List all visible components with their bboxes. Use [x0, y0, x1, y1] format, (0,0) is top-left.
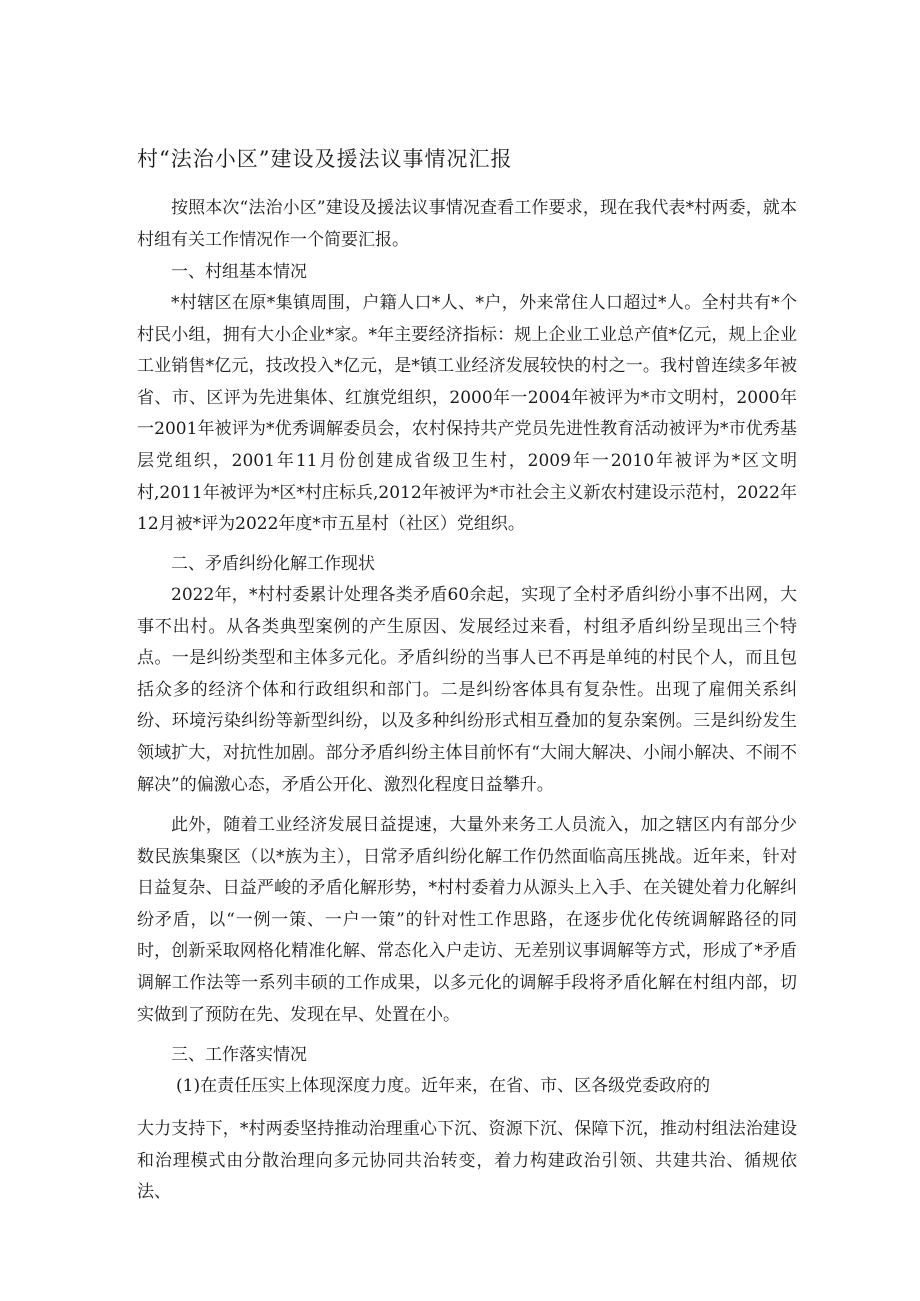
intro-paragraph: 按照本次“法治小区”建设及援法议事情况查看工作要求，现在我代表*村两委，就本村组有关工作情况作一个简要汇报。 — [137, 198, 797, 250]
section-heading-2: 二、矛盾纠纷化解工作现状 — [171, 554, 375, 574]
section-heading-3: 三、工作落实情况 — [171, 1045, 307, 1065]
section-3-item-1: (1)在责任压实上体现深度力度。近年来，在省、市、区各级党委政府的 — [176, 1076, 711, 1096]
section-1-paragraph: *村辖区在原*集镇周围，户籍人口*人、*户，外来常住人口超过*人。全村共有*个村民小组，拥有大小企业*家。*年主要经济指标：规上企业工业总产值*亿元，规上企业工业销售*亿元，技改投入*亿元，是*镇工业经济发展较快的村之一。我村曾连续多年被省、市、区评为先进集体、红旗党组织，2000年一2004年被评为*市文明村，2000年一2001年被评为*优秀调解委员会，农村保持共产党员先进性教育活动被评为*市优秀基层党组织，2001年11月份创建成省级卫生村，2009年一2010年被评为*区文明村,2011年被评为*区*村庄标兵,2012年被评为*市社会主义新农村建设示范村，2022年12月被*评为2022年度*市五星村（社区）党组织。 — [137, 293, 797, 535]
document-title: 村“法治小区”建设及援法议事情况汇报 — [137, 147, 513, 171]
section-2-paragraph-2: 此外，随着工业经济发展日益提速，大量外来务工人员流入，加之辖区内有部分少数民族集聚区（以*族为主），日常矛盾纠纷化解工作仍然面临高压挑战。近年来，针对日益复杂、日益严峻的矛盾化解形势，*村村委着力从源头上入手、在关键处着力化解纠纷矛盾，以“一例一策、一户一策”的针对性工作思路，在逐步优化传统调解路径的同时，创新采取网格化精准化解、常态化入户走访、无差别议事调解等方式，形成了*矛盾调解工作法等一系列丰硕的工作成果，以多元化的调解手段将矛盾化解在村组内部，切实做到了预防在先、发现在早、处置在小。 — [137, 815, 797, 1025]
section-heading-1: 一、村组基本情况 — [171, 262, 307, 282]
section-2-paragraph-1: 2022年，*村村委累计处理各类矛盾60余起，实现了全村矛盾纠纷小事不出网，大事不出村。从各类典型案例的产生原因、发展经过来看，村组矛盾纠纷呈现出三个特点。一是纠纷类型和主体多元化。矛盾纠纷的当事人已不再是单纯的村民个人，而且包括众多的经济个体和行政组织和部门。二是纠纷客体具有复杂性。出现了雇佣关系纠纷、环境污染纠纷等新型纠纷，以及多种纠纷形式相互叠加的复杂案例。三是纠纷发生领域扩大，对抗性加剧。部分矛盾纠纷主体目前怀有“大闹大解决、小闹小解决、不闹不解决”的偏激心态，矛盾公开化、激烈化程度日益攀升。 — [137, 585, 797, 795]
section-3-item-1-continued: 大力支持下，*村两委坚持推动治理重心下沉、资源下沉、保障下沉，推动村组法治建设和治理模式由分散治理向多元协同共治转变，着力构建政治引领、共建共治、循规依法、 — [137, 1119, 797, 1203]
